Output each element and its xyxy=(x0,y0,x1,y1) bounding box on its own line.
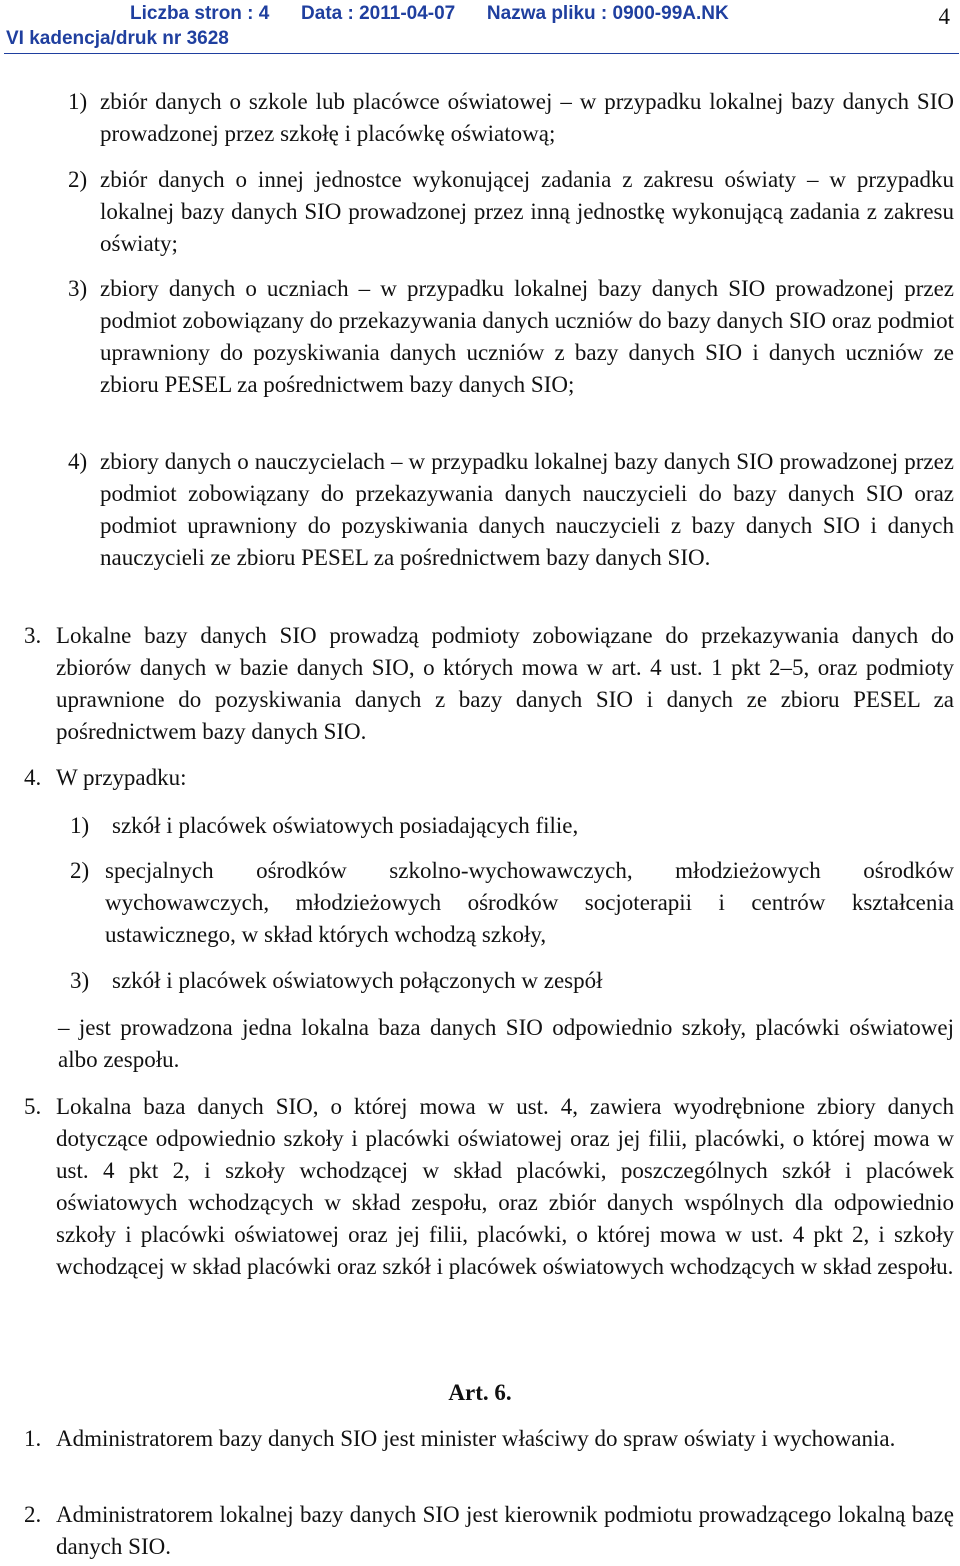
list-text: zbiór danych o szkole lub placówce oświatowej – w przypadku lokalnej bazy danych SIO prowadzonej przez szkołę i placówkę oświatową; xyxy=(100,89,954,146)
paragraph-number: 2. xyxy=(24,1502,42,1527)
header-divider xyxy=(4,53,959,54)
paragraph-2 xyxy=(24,1499,954,1563)
list-text: specjalnych ośrodków szkolno-wychowawczych, młodzieżowych ośrodków wychowawczych, młodzieżowych ośrodków socjoterapii i centrów kształcenia ustawicznego, w skład których wchodzą szkoły, xyxy=(105,858,954,947)
paragraph-text: Administratorem lokalnej bazy danych SIO jest kierownik podmiotu prowadzącego lokalną bazę danych SIO. xyxy=(56,1502,954,1559)
paragraph-1 xyxy=(24,1423,954,1455)
closing-clause xyxy=(58,1012,954,1076)
list-number: 2) xyxy=(70,858,90,883)
list-number: 3) xyxy=(70,968,90,993)
list-item xyxy=(68,446,954,574)
paragraph-4 xyxy=(24,762,954,794)
paragraph-number: 4. xyxy=(24,765,42,790)
paragraph-text: Administratorem bazy danych SIO jest minister właściwy do spraw oświaty i wychowania. xyxy=(56,1426,896,1451)
header-print-number: VI kadencja/druk nr 3628 xyxy=(6,28,229,49)
paragraph-5 xyxy=(24,1091,954,1283)
list-item xyxy=(68,86,954,150)
paragraph-text: W przypadku: xyxy=(56,765,187,790)
list-number: 1) xyxy=(70,813,90,838)
list-item xyxy=(70,810,954,842)
list-number: 2) xyxy=(68,167,88,192)
list-item xyxy=(68,164,954,260)
list-text: szkół i placówek oświatowych połączonych w zespół xyxy=(112,968,603,993)
list-text: zbiory danych o nauczycielach – w przypadku lokalnej bazy danych SIO prowadzonej przez podmiot zobowiązany do przekazywania danych nauczycieli do bazy danych SIO oraz podmiot uprawniony do pozyskiwania danych nauczycieli z bazy danych SIO i danych nauczycieli ze zbioru PESEL za pośrednictwem bazy danych SIO. xyxy=(100,449,954,570)
paragraph-text: Lokalne bazy danych SIO prowadzą podmioty zobowiązane do przekazywania danych do zbiorów danych w bazie danych SIO, o których mowa w art. 4 ust. 1 pkt 2–5, oraz podmioty uprawnione do pozyskiwania danych z bazy danych SIO i danych ze zbioru PESEL za pośrednictwem bazy danych SIO. xyxy=(56,623,954,744)
paragraph-number: 1. xyxy=(24,1426,42,1451)
list-number: 3) xyxy=(68,276,88,301)
page-number: 4 xyxy=(938,4,950,29)
list-item xyxy=(70,965,954,997)
paragraph-number: 3. xyxy=(24,623,42,648)
article-heading: Art. 6. xyxy=(448,1380,512,1405)
list-number: 4) xyxy=(68,449,88,474)
list-number: 1) xyxy=(68,89,88,114)
list-text: zbiory danych o uczniach – w przypadku lokalnej bazy danych SIO prowadzonej przez podmiot zobowiązany do przekazywania danych uczniów do bazy danych SIO oraz podmiot uprawniony do pozyskiwania danych uczniów z bazy danych SIO i danych uczniów ze zbioru PESEL za pośrednictwem bazy danych SIO; xyxy=(100,276,954,397)
closing-text: – jest prowadzona jedna lokalna baza danych SIO odpowiednio szkoły, placówki oświatowej albo zespołu. xyxy=(58,1015,954,1072)
list-item xyxy=(68,273,954,401)
paragraph-3 xyxy=(24,620,954,748)
list-text: szkół i placówek oświatowych posiadających filie, xyxy=(112,813,579,838)
list-item xyxy=(70,855,954,951)
header-metadata: Liczba stron : 4 Data : 2011-04-07 Nazwa pliku : 0900-99A.NK xyxy=(130,3,729,24)
list-text: zbiór danych o innej jednostce wykonującej zadania z zakresu oświaty – w przypadku lokalnej bazy danych SIO prowadzonej przez inną jednostkę wykonującą zadania z zakresu oświaty; xyxy=(100,167,954,256)
paragraph-text: Lokalna baza danych SIO, o której mowa w ust. 4, zawiera wyodrębnione zbiory danych dotyczące odpowiednio szkoły i placówki oświatowej oraz jej filii, placówki, o której mowa w ust. 4 pkt 2, i szkoły wchodzącej w skład placówki, poszczególnych szkół i placówek oświatowych wchodzących w skład zespołu, oraz zbiór danych wspólnych dla odpowiednio szkoły i placówki oświatowej oraz jej filii, placówki, o której mowa w ust. 4 pkt 2, i szkoły wchodzącej w skład placówki oraz szkół i placówek oświatowych wchodzących w skład zespołu. xyxy=(56,1094,954,1279)
document-header xyxy=(0,0,960,60)
paragraph-number: 5. xyxy=(24,1094,42,1119)
